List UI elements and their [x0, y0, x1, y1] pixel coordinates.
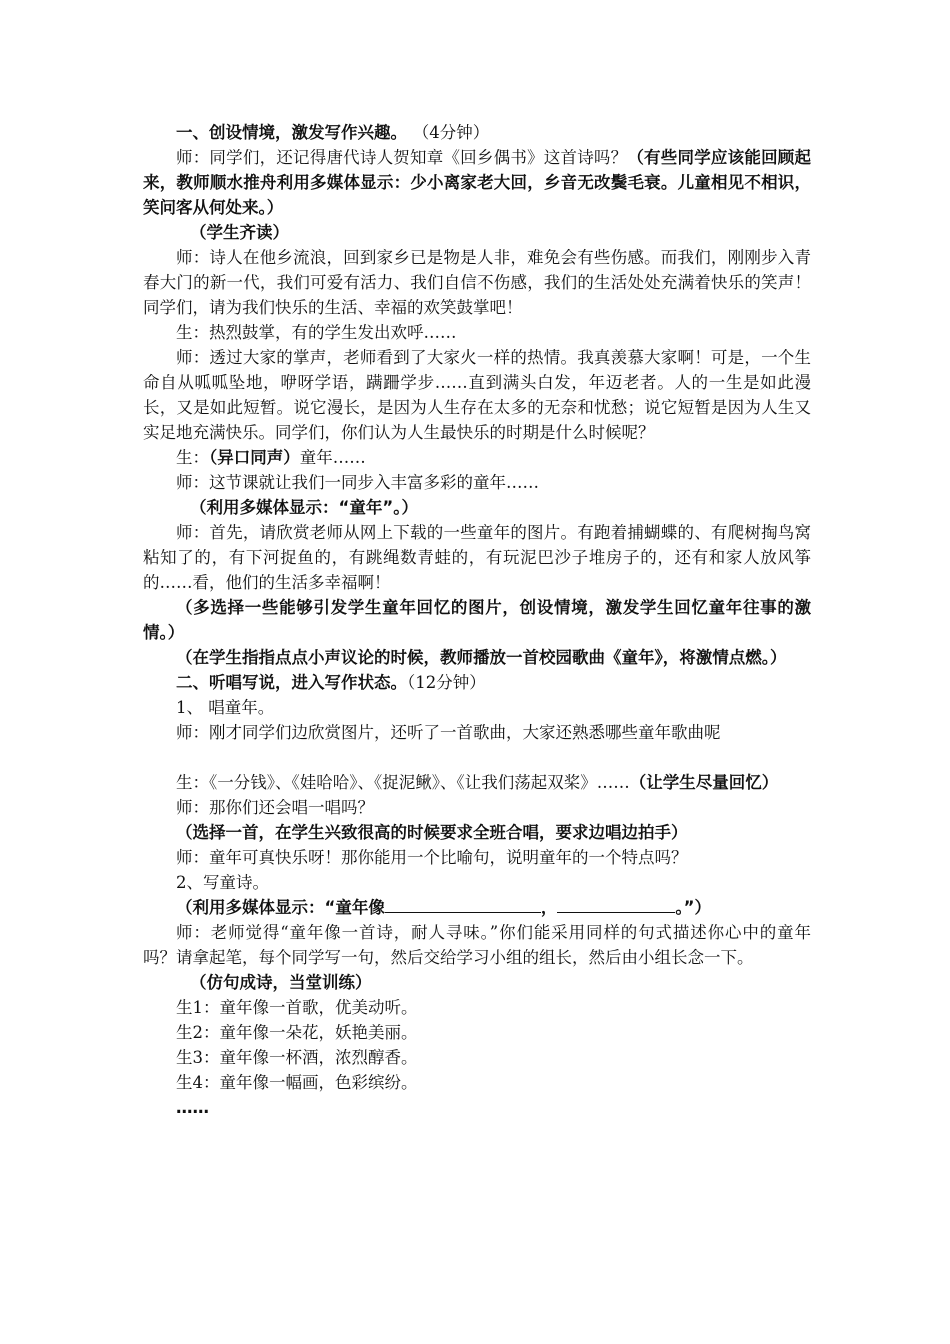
student-answer-1: 生1：童年像一首歌，优美动听。 — [176, 998, 418, 1017]
item-sing-childhood: 1、 唱童年。 — [176, 698, 275, 717]
paragraph-student-applause: 生：热烈鼓掌，有的学生发出欢呼…… — [176, 323, 457, 342]
paragraph-teacher-childhood: 师：这节课就让我们一同步入丰富多彩的童年…… — [176, 473, 539, 492]
paragraph-text: 童年…… — [299, 448, 366, 467]
student-answer-2: 生2：童年像一朵花，妖艳美丽。 — [176, 1023, 418, 1042]
section2-heading — [143, 670, 811, 695]
paragraph-note: （有些同学应该能回顾起来，教师顺水推舟利用多媒体显示：少小离家老大回，乡音无改鬓毛衰。儿童相见不相识，笑问客从何处来。） — [143, 148, 812, 217]
blank-line — [143, 745, 811, 770]
template-prefix: （利用多媒体显示：“童年像 — [176, 898, 385, 917]
paragraph-display-note — [143, 495, 811, 520]
paragraph-note: （仿句成诗，当堂训练） — [190, 973, 372, 992]
section1-heading — [143, 120, 811, 145]
paragraph-student-songs — [143, 770, 811, 795]
template-suffix: 。”） — [675, 898, 711, 917]
section2-time: （12分钟） — [407, 673, 486, 692]
paragraph-teacher-simile: 师：童年可真快乐呀！那你能用一个比喻句，说明童年的一个特点吗？ — [176, 848, 688, 867]
paragraph-song-note: （在学生指指点点小声议论的时候，教师播放一首校园歌曲《童年》，将激情点燃。） — [176, 648, 787, 667]
closing-ellipsis: …… — [176, 1098, 209, 1117]
student-answer-3: 生3：童年像一杯酒，浓烈醇香。 — [176, 1048, 418, 1067]
item-write-poem: 2、写童诗。 — [176, 873, 269, 892]
paragraph-teacher-songs: 师：刚才同学们边欣赏图片，还听了一首歌曲，大家还熟悉哪些童年歌曲呢 — [176, 723, 721, 742]
blank-underline — [557, 896, 675, 913]
paragraph-text: 生：《一分钱》、《娃哈哈》、《捉泥鳅》、《让我们荡起双桨》…… — [176, 773, 630, 792]
paragraph-display-template — [143, 895, 811, 920]
paragraph-teacher-poem — [143, 145, 811, 220]
section2-title: 二、听唱写说，进入写作状态。 — [176, 673, 407, 692]
paragraph-note: （异口同声） — [209, 448, 300, 467]
paragraph-students-read — [143, 220, 811, 245]
paragraph-teacher-sing: 师：那你们还会唱一唱吗？ — [176, 798, 374, 817]
paragraph-student-answer — [143, 445, 811, 470]
paragraph-pictures-note: （多选择一些能够引发学生童年回忆的图片，创设情境，激发学生回忆童年往事的激情。） — [143, 598, 811, 642]
paragraph-teacher-pictures: 师：首先，请欣赏老师从网上下载的一些童年的图片。有跑着捕蝴蝶的、有爬树掏鸟窝粘知了的，有下河捉鱼的，有跳绳数青蛙的，有玩泥巴沙子堆房子的，还有和家人放风筝的……看，他们的生活多幸福啊！ — [143, 523, 811, 592]
speaker-label: 生： — [176, 448, 209, 467]
paragraph-note: （学生齐读） — [190, 223, 289, 242]
section1-title: 一、创设情境，激发写作兴趣。 — [176, 123, 407, 142]
blank-underline — [385, 896, 541, 913]
section1-time: （4分钟） — [421, 123, 490, 142]
paragraph-teacher-intro: 师：诗人在他乡流浪，回到家乡已是物是人非，难免会有些伤感。而我们，刚刚步入青春大门的新一代，我们可爱有活力、我们自信不伤感，我们的生活处处充满着快乐的笑声！同学们，请为我们快乐的生活、幸福的欢笑鼓掌吧！ — [143, 248, 811, 317]
paragraph-note: （利用多媒体显示：“童年”。） — [190, 498, 418, 517]
template-comma: ， — [540, 898, 558, 917]
paragraph-choir-note: （选择一首，在学生兴致很高的时候要求全班合唱，要求边唱边拍手） — [176, 823, 688, 842]
student-answer-4: 生4：童年像一幅画，色彩缤纷。 — [176, 1073, 418, 1092]
document-page — [143, 120, 811, 1120]
paragraph-teacher-life: 师：透过大家的掌声，老师看到了大家火一样的热情。我真羡慕大家啊！可是，一个生命自从呱呱坠地，咿呀学语，蹒跚学步……直到满头白发，年迈老者。人的一生是如此漫长，又是如此短暂。说它漫长，是因为人生存在太多的无奈和忧愁；说它短暂是因为人生又实足地充满快乐。同学们，你们认为人生最快乐的时期是什么时候呢？ — [143, 348, 811, 442]
paragraph-training-note — [143, 970, 811, 995]
paragraph-teacher-poem-task: 师：老师觉得“童年像一首诗，耐人寻味。”你们能采用同样的句式描述你心中的童年吗？请拿起笔，每个同学写一句，然后交给学习小组的组长，然后由小组长念一下。 — [143, 923, 811, 967]
paragraph-note: （让学生尽量回忆） — [629, 773, 779, 792]
paragraph-text: 师：同学们，还记得唐代诗人贺知章《回乡偶书》这首诗吗？ — [176, 148, 628, 167]
